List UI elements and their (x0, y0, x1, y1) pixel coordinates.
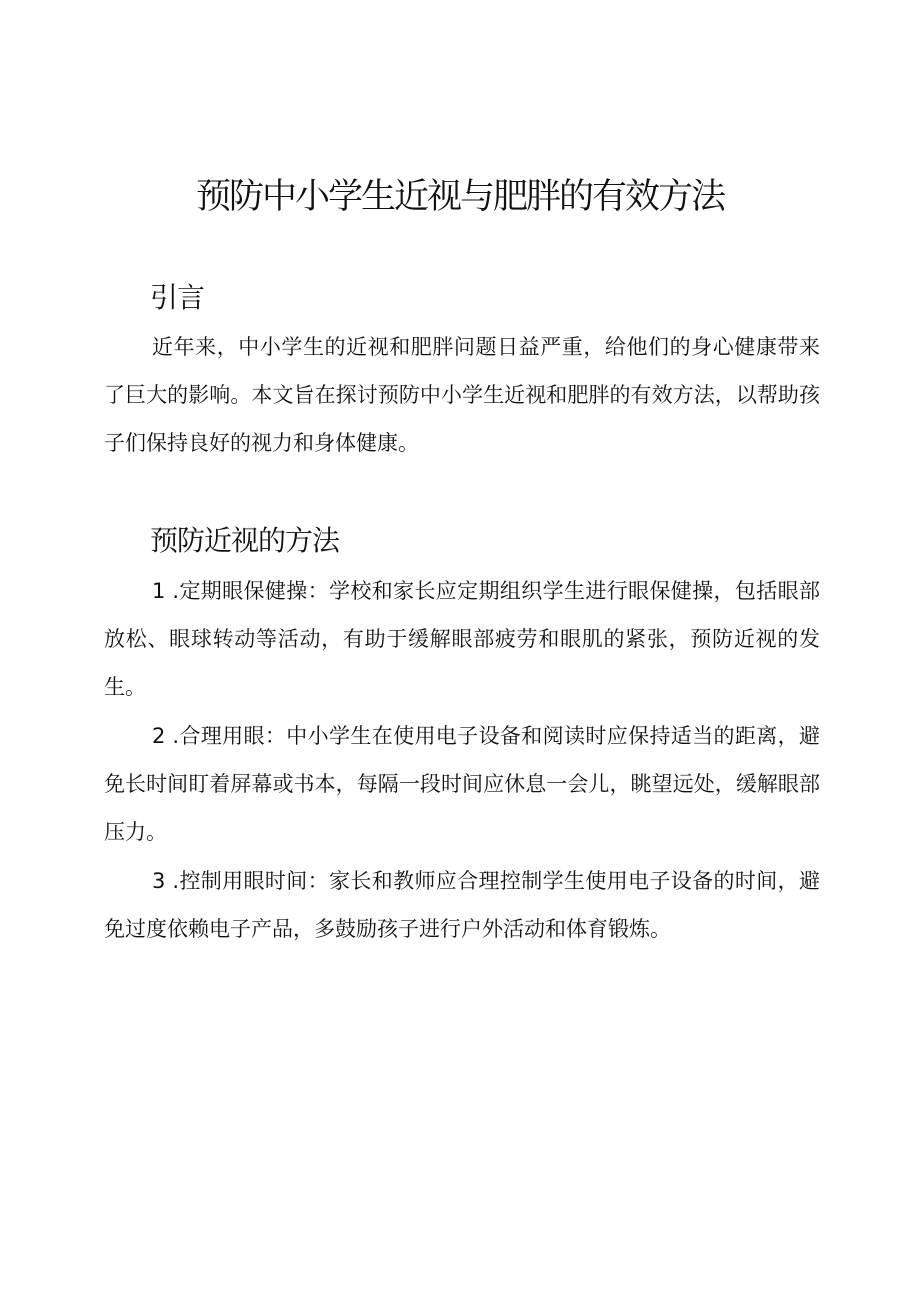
myopia-method-paragraph-1: 1 .定期眼保健操：学校和家长应定期组织学生进行眼保健操，包括眼部放松、眼球转动等活动，有助于缓解眼部疲劳和眼肌的紧张，预防近视的发生。 (104, 579, 820, 699)
introduction-paragraph: 近年来，中小学生的近视和肥胖问题日益严重，给他们的身心健康带来了巨大的影响。本文旨在探讨预防中小学生近视和肥胖的有效方法，以帮助孩子们保持良好的视力和身体健康。 (104, 335, 820, 455)
section-heading-myopia-prevention: 预防近视的方法 (150, 524, 340, 557)
document-title: 预防中小学生近视与肥胖的有效方法 (195, 177, 724, 217)
myopia-method-paragraph-2: 2 .合理用眼：中小学生在使用电子设备和阅读时应保持适当的距离，避免长时间盯着屏幕或书本，每隔一段时间应休息一会儿，眺望远处，缓解眼部压力。 (104, 724, 820, 844)
myopia-method-paragraph-3: 3 .控制用眼时间：家长和教师应合理控制学生使用电子设备的时间，避免过度依赖电子产品，多鼓励孩子进行户外活动和体育锻炼。 (104, 869, 820, 941)
section-heading-introduction: 引言 (150, 281, 205, 314)
